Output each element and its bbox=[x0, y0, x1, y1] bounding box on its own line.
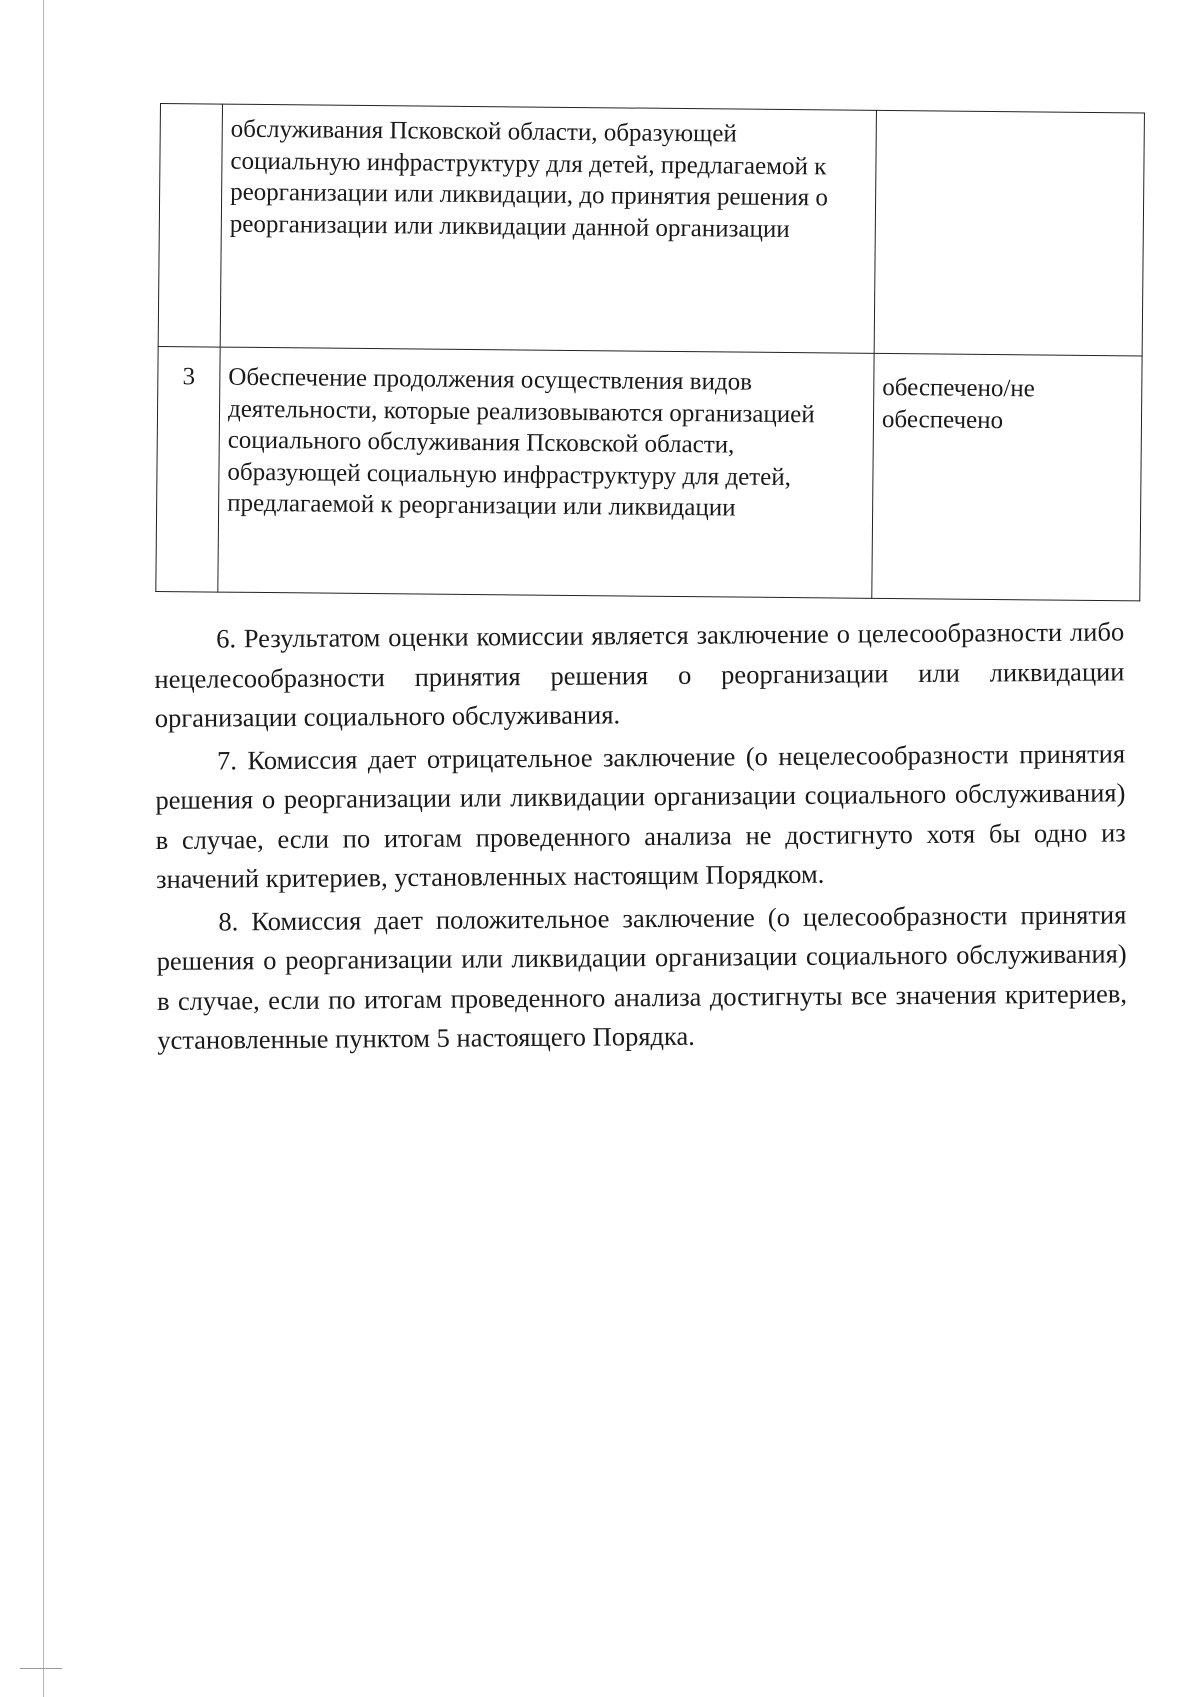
paragraph-8: 8. Комиссия дает положительное заключение (о целесообразности принятия решения о реорганизации или ликвидации организации социального обслуживания) в случае, если по итогам проведенного анализа достигнуты все значения критериев, установленные пунктом 5 настоящего Порядка. bbox=[156, 898, 1128, 1055]
binding-margin-line bbox=[43, 0, 44, 1697]
paragraph-6: 6. Результатом оценки комиссии является заключение о целесообразности либо нецелесообразности принятия решения о реорганизации или ликвидации организации социального обслуживания. bbox=[154, 616, 1125, 733]
criterion-description-cell: Обеспечение продолжения осуществления видов деятельности, которые реализовываются организацией социального обслуживания Псковской области, образующей социальную инфраструктуру для детей, предлагаемой к реорганизации или ликвидации bbox=[218, 347, 874, 598]
criterion-value-cell: обеспечено/не обеспечено bbox=[872, 353, 1142, 601]
criterion-description-cell: обслуживания Псковской области, образующей социальную инфраструктуру для детей, предлагаемой к реорганизации или ликвидации, до принятия решения о реорганизации или ликвидации данной организации bbox=[220, 104, 876, 353]
binding-margin-tick bbox=[20, 1668, 62, 1669]
table-row bbox=[158, 104, 1144, 356]
criterion-value-cell bbox=[874, 110, 1144, 356]
row-number-cell: 3 bbox=[156, 346, 220, 592]
table-row bbox=[156, 346, 1142, 600]
criteria-table bbox=[155, 103, 1145, 601]
row-number-cell bbox=[158, 104, 222, 348]
document-body bbox=[154, 612, 1127, 1063]
paragraph-7: 7. Комиссия дает отрицательное заключение (о нецелесообразности принятия решения о реорганизации или ликвидации организации социального обслуживания) в случае, если по итогам проведенного анализа не достигнуто хотя бы одно из значений критериев, установленных настоящим Порядком. bbox=[155, 737, 1126, 894]
